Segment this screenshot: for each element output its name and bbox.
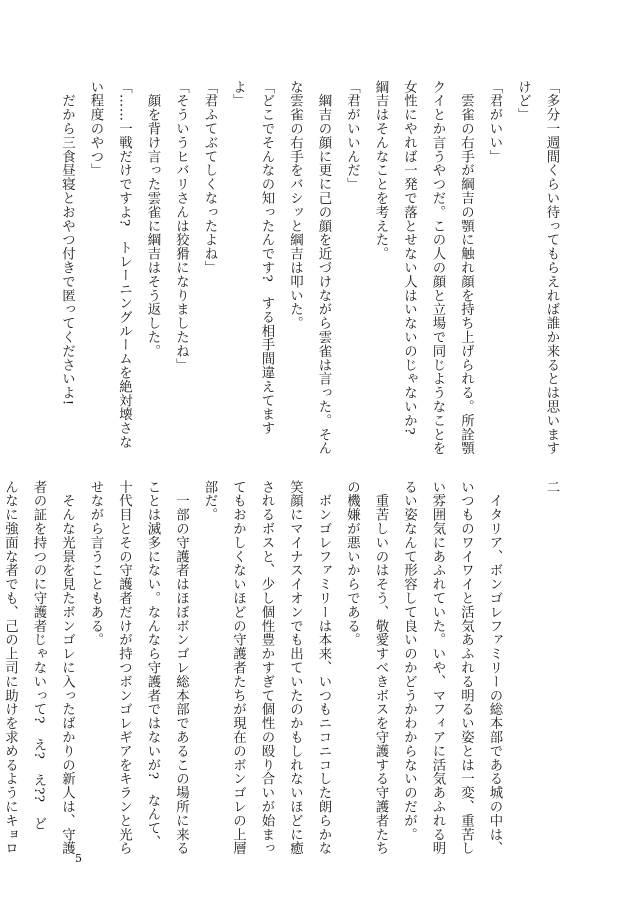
text-line: ボンゴレファミリーは本来、いつもニコニコした朗らかな (316, 480, 331, 856)
text-line: せながら言うこともある。 (88, 480, 103, 647)
text-line: 一部の守護者はほぼボンゴレ総本部であるこの場所に来る (173, 480, 189, 856)
text-line: されるボスと、少し個性豊かすぎて個性の殴り合いが始まっ (259, 480, 274, 856)
text-line: 笑顔にマイナスイオンでも出ていたのかもしれないほどに癒 (287, 480, 303, 856)
text-line: クイとか言うやつだ。この人の顔と立場で同じようなことを (430, 80, 445, 456)
text-line: 綱吉はそんなことを考えた。 (373, 80, 388, 261)
text-line: ことは滅多にない。なんなら守護者ではないが? なんて、 (145, 480, 160, 850)
text-line: 顔を背け言った雲雀に綱吉はそう返した。 (145, 80, 160, 358)
text-line: いつものワイワイと活気あふれる明るい姿とは一変、重苦し (458, 480, 474, 856)
text-line: 「どこでそんなの知ったんです? する相手間違えてます (259, 80, 274, 436)
text-line: の機嫌が悪いからである。 (344, 480, 360, 647)
text-line: イタリア、ボンゴレファミリーの総本部である城の中は、 (487, 480, 502, 856)
text-line: い雰囲気にあふれていた。いや、マフィアに活気あふれる明 (430, 480, 445, 856)
text-line: 十代目とその守護者だけが持つボンゴレギアをキランと光ら (116, 480, 132, 856)
text-line: 綱吉の顔に更に己の顔を近づけながら雲雀は言った。そん (316, 80, 331, 456)
text-line: 「多分一週間くらい待ってもらえれば誰か来るとは思います (544, 80, 559, 456)
text-line: 重苦しいのはそう、敬愛すべきボスを守護する守護者たち (373, 480, 388, 856)
text-line: よ」 (230, 80, 246, 108)
text-line: 雲雀の右手が綱吉の顎に触れ顔を持ち上げられる。所詮顎 (458, 80, 474, 456)
text-line: 「……一戦だけですよ? トレーニングルームを絶対壊さな (116, 80, 132, 450)
text-line: な雲雀の右手をバシッと綱吉は叩いた。 (287, 80, 303, 331)
text-line (508, 480, 537, 852)
text-line: んなに強面な者でも、己の上司に助けを求めるようにキョロ (2, 480, 18, 856)
text-line: だから三食昼寝とおやつ付きで匿ってくださいよ! (59, 80, 75, 406)
text-line: 「そういうヒバリさんは狡猾になりましたね」 (173, 80, 189, 372)
lower-text-block (2, 480, 565, 856)
text-line: 「君がいい」 (487, 80, 502, 164)
text-line: 「君がいいんだ」 (344, 80, 360, 192)
upper-text-block (59, 80, 565, 456)
text-line: い程度のやつ」 (88, 80, 103, 178)
text-line: けど」 (515, 80, 531, 122)
text-line: 者の証を持つのに守護者じゃないって? え? え?? ど (31, 480, 46, 831)
text-line: そんな光景を見たボンゴレに入ったばかりの新人は、守護 (59, 480, 75, 856)
text-line: 二 (544, 480, 559, 494)
text-line: 部だ。 (202, 480, 217, 522)
text-line: るい姿なんて形容して良いのかどうかわからないのだが。 (401, 480, 417, 842)
text-line: 「君ふてぶてしくなったよね」 (202, 80, 217, 275)
text-line: 女性にやれば一発で落とせない人はいないのじゃないか? (401, 80, 417, 436)
text-line: てもおかしくないほどの守護者たちが現在のボンゴレの上層 (230, 480, 246, 856)
page-number: 5 (75, 852, 82, 865)
